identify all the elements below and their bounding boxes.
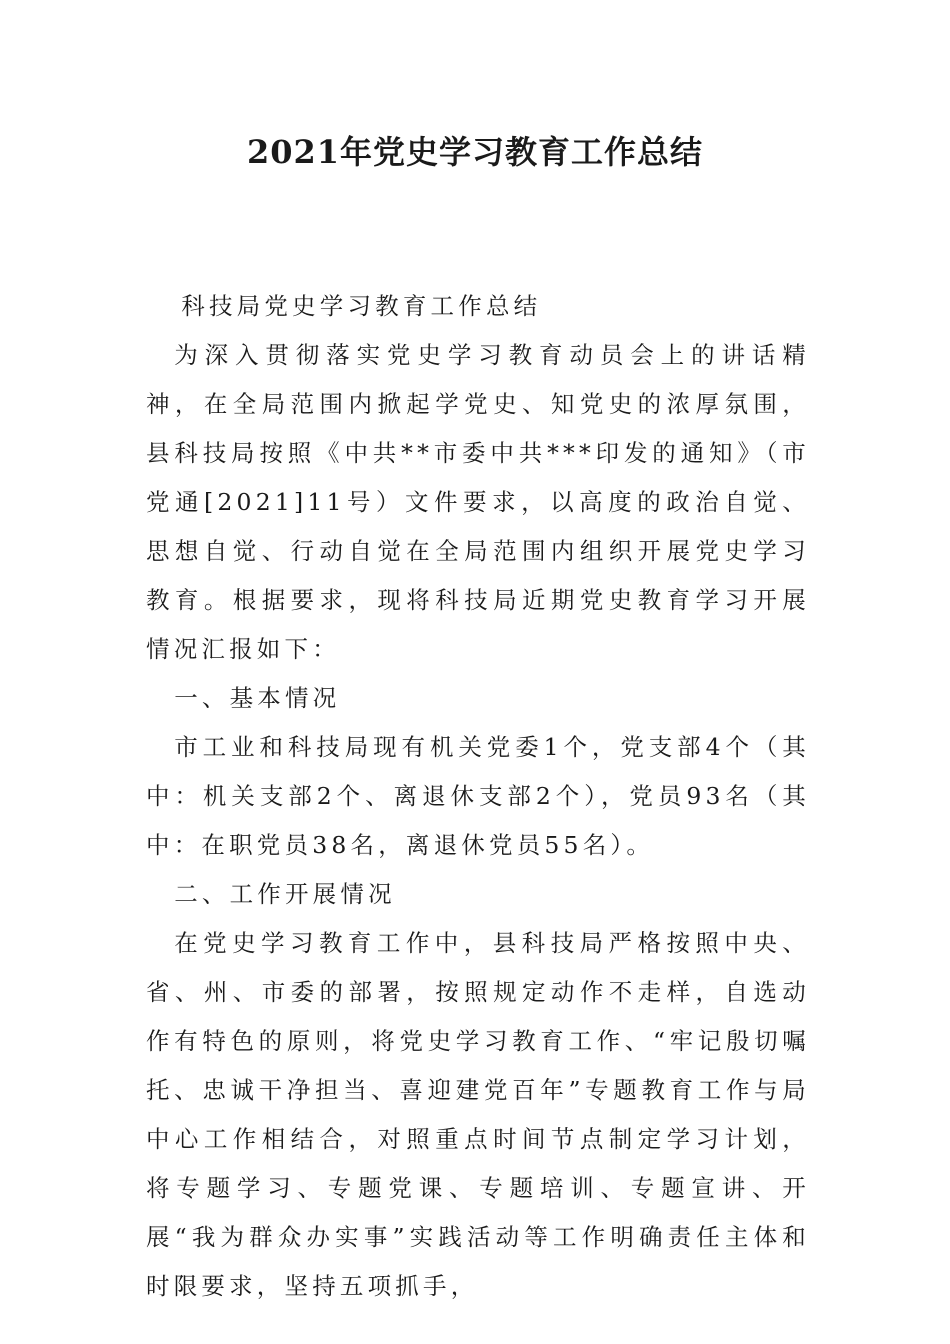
paragraph-intro: 为深入贯彻落实党史学习教育动员会上的讲话精神，在全局范围内掀起学党史、知党史的浓厚氛围，县科技局按照《中共**市委中共***印发的通知》（市党通[2021]11号）文件要求，以高度的政治自觉、思想自觉、行动自觉在全局范围内组织开展党史学习教育。根据要求，现将科技局近期党史教育学习开展情况汇报如下： xyxy=(146,341,810,663)
paragraph-work-progress: 在党史学习教育工作中，县科技局严格按照中央、省、州、市委的部署，按照规定动作不走样，自选动作有特色的原则，将党史学习教育工作、“牢记殷切嘱托、忠诚干净担当、喜迎建党百年”专题教育工作与局中心工作相结合，对照重点时间节点制定学习计划，将专题学习、专题党课、专题培训、专题宣讲、开展“我为群众办实事”实践活动等工作明确责任主体和时限要求，坚持五项抓手， xyxy=(146,929,810,1300)
section-heading-basic: 一、基本情况 xyxy=(174,684,341,712)
document-subtitle: 科技局党史学习教育工作总结 xyxy=(181,292,542,320)
document-body xyxy=(146,282,810,1311)
paragraph-basic-info: 市工业和科技局现有机关党委1个，党支部4个（其中：机关支部2个、离退休支部2个），党员93名（其中：在职党员38名，离退休党员55名）。 xyxy=(146,733,810,859)
section-heading-work: 二、工作开展情况 xyxy=(174,880,396,908)
document-title: 2021年党史学习教育工作总结 xyxy=(246,133,704,171)
